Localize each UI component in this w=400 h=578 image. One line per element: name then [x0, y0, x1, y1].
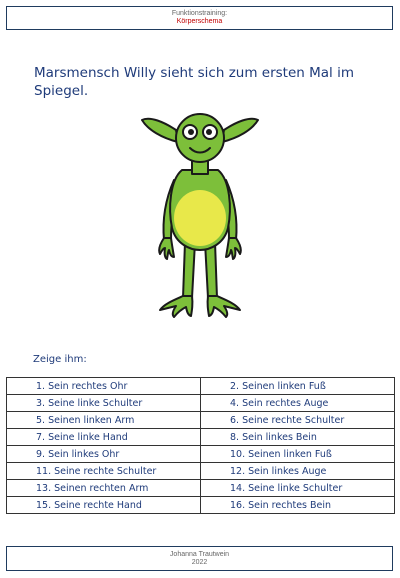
task-cell: 8. Sein linkes Bein: [201, 429, 395, 446]
task-cell: 10. Seinen linken Fuß: [201, 446, 395, 463]
task-cell: 7. Seine linke Hand: [7, 429, 201, 446]
task-subheading: Zeige ihm:: [33, 354, 87, 365]
task-cell: 1. Sein rechtes Ohr: [7, 378, 201, 395]
footer-author: Johanna Trautwein: [169, 551, 230, 558]
task-cell: 14. Seine linke Schulter: [201, 480, 395, 497]
task-cell: 12. Sein linkes Auge: [201, 463, 395, 480]
task-cell: 4. Sein rechtes Auge: [201, 395, 395, 412]
table-row: [7, 463, 395, 480]
green-alien-illustration: [138, 108, 262, 322]
footer-year: 2022: [191, 559, 208, 566]
task-cell: 2. Seinen linken Fuß: [201, 378, 395, 395]
header-box: [6, 6, 393, 30]
task-cell: 9. Sein linkes Ohr: [7, 446, 201, 463]
task-cell: 11. Seine rechte Schulter: [7, 463, 201, 480]
table-row: [7, 395, 395, 412]
task-cell: 13. Seinen rechten Arm: [7, 480, 201, 497]
table-row: [7, 480, 395, 497]
header-title: Funktionstraining:: [171, 10, 228, 17]
table-row: [7, 497, 395, 514]
page-headline: Marsmensch Willy sieht sich zum ersten Mal im Spiegel.: [34, 65, 354, 99]
table-row: [7, 446, 395, 463]
table-row: [7, 378, 395, 395]
table-row: [7, 412, 395, 429]
task-cell: 6. Seine rechte Schulter: [201, 412, 395, 429]
task-table: [6, 377, 395, 514]
footer-box: [6, 546, 393, 571]
task-cell: 3. Seine linke Schulter: [7, 395, 201, 412]
header-subtitle: Körperschema: [176, 18, 223, 25]
task-cell: 5. Seinen linken Arm: [7, 412, 201, 429]
task-cell: 15. Seine rechte Hand: [7, 497, 201, 514]
task-cell: 16. Sein rechtes Bein: [201, 497, 395, 514]
table-row: [7, 429, 395, 446]
